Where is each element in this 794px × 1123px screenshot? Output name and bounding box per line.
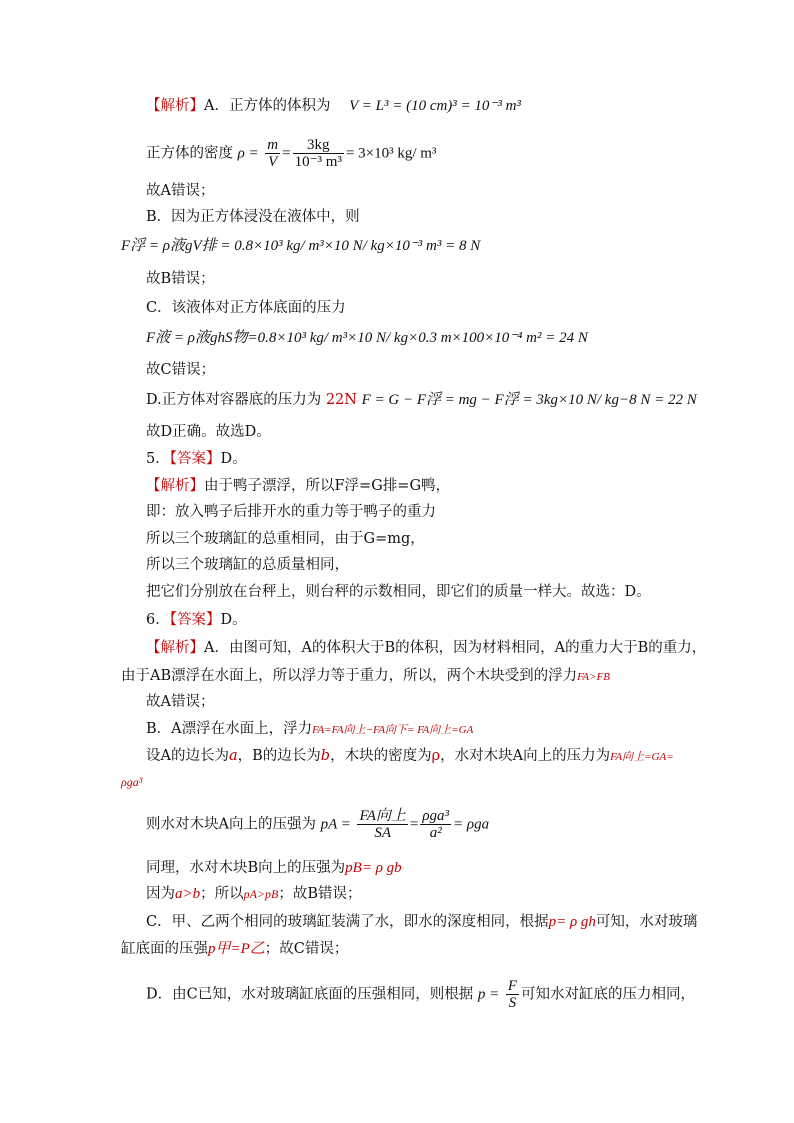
line-23: 设A的边长为a，B的边长为b，木块的密度为ρ，水对木块A向上的压力为FA向上=GA=	[146, 748, 674, 764]
line-9: 故C错误；	[146, 362, 216, 378]
line-6: 故B错误；	[146, 271, 215, 287]
red-inequality: FA>FB	[577, 671, 611, 683]
line-14: 即：放入鸭子后排开水的重力等于鸭子的重力	[146, 504, 436, 520]
red-buoyancy-relation: FA=FA向上−FA向下= FA向上=GA	[312, 724, 474, 736]
line-22: B．A漂浮在水面上，浮力FA=FA向上−FA向下= FA向上=GA	[146, 721, 474, 737]
line-2: 正方体的密度 ρ = $\frac{m}{V}$ = $\frac{3kg}{\text{10⁻³ m³}}$ = 3×10³ kg/ m³	[146, 137, 437, 170]
red-expression: ρga³	[121, 775, 143, 789]
line-16: 所以三个玻璃缸的总质量相同，	[146, 557, 349, 573]
line-30: D．由C已知，水对玻璃缸底面的压强相同，则根据 p = $\frac{F}{S}$ 可知水对缸底的压力相同，	[146, 978, 695, 1011]
text: A．正方体的体积为	[204, 98, 331, 114]
line-21: 故A错误；	[146, 694, 215, 710]
line-17: 把它们分别放在台秤上，则台秤的示数相同，即它们的质量一样大。故选：D。	[146, 584, 651, 600]
pressure-force-formula: F液 = ρ液ghS物=0.8×10³ kg/ m³×10 N/ kg×0.3 m×100×10⁻⁴ m² = 24 N	[146, 330, 588, 346]
red-value: 22N	[325, 392, 357, 408]
line-19: 【解析】A．由图可知，A的体积大于B的体积，因为材料相同，A的重力大于B的重力，	[146, 640, 707, 656]
volume-formula: V = L³ = (10 cm)³ = 10⁻³ m³	[349, 98, 521, 114]
line-13: 【解析】由于鸭子漂浮，所以F浮=G排=G鸭，	[146, 478, 451, 494]
density-result: = 3×10³ kg/ m³	[345, 145, 437, 162]
line-15: 所以三个玻璃缸的总重相同，由于G=mg，	[146, 531, 425, 547]
line-10	[146, 390, 697, 410]
force-formula: F = G − F浮 = mg − F浮 = 3kg×10 N/ kg−8 N = 22 N	[361, 392, 697, 408]
fraction-force-over-area: $\frac{\text{FA向上}}{SA}$	[359, 808, 406, 841]
answer-tag: 【答案】	[169, 451, 221, 467]
line-20: 由于AB漂浮在水面上，所以浮力等于重力，所以，两个木块受到的浮力FA>FB	[121, 668, 611, 684]
line-26: 同理，水对木块B向上的压强为pB= ρ gb	[146, 860, 402, 876]
fraction-mass-over-volume: $\frac{3kg}{\text{10⁻³ m³}}$	[294, 137, 342, 170]
analysis-tag: 【解析】	[146, 640, 204, 656]
analysis-tag: 【解析】	[146, 98, 204, 114]
answer-tag: 【答案】	[169, 612, 221, 628]
answer-6: 6．【答案】D。	[146, 612, 247, 628]
fraction-rho-g-a: $\frac{\text{ρga³}}{\text{a²}}$	[422, 808, 450, 841]
line-27: 因为a>b；所以pA>pB；故B错误；	[146, 886, 362, 902]
line-7: C．该液体对正方体底面的压力	[146, 300, 346, 316]
buoyancy-formula: F浮 = ρ液gV排 = 0.8×10³ kg/ m³×10 N/ kg×10⁻³ m³ = 8 N	[121, 238, 481, 254]
analysis-tag: 【解析】	[146, 478, 204, 494]
line-25: 则水对木块A向上的压强为 pA = $\frac{\text{FA向上}}{SA}$ = $\frac{\text{ρga³}}{\text{a²}}$ = ρga	[146, 808, 490, 841]
line-3: 故A错误；	[146, 183, 215, 199]
line-11: 故D正确。故选D。	[146, 424, 271, 440]
fraction-f-over-s: $\frac{F}{S}$	[507, 978, 517, 1011]
text: 正方体的密度	[146, 145, 233, 162]
line-1	[146, 96, 521, 116]
line-4: B．因为正方体浸没在液体中，则	[146, 209, 360, 225]
text: D.正方体对容器底的压力为	[146, 392, 322, 408]
answer-5: 5．【答案】D。	[146, 451, 247, 467]
line-29: 缸底面的压强p甲=P乙；故C错误；	[121, 941, 349, 957]
rho-symbol: ρ =	[237, 145, 259, 162]
fraction-m-over-v: $\frac{m}{V}$	[267, 137, 279, 170]
line-28: C．甲、乙两个相同的玻璃缸装满了水，即水的深度相同，根据p= ρ gh可知，水对玻璃	[146, 914, 698, 930]
